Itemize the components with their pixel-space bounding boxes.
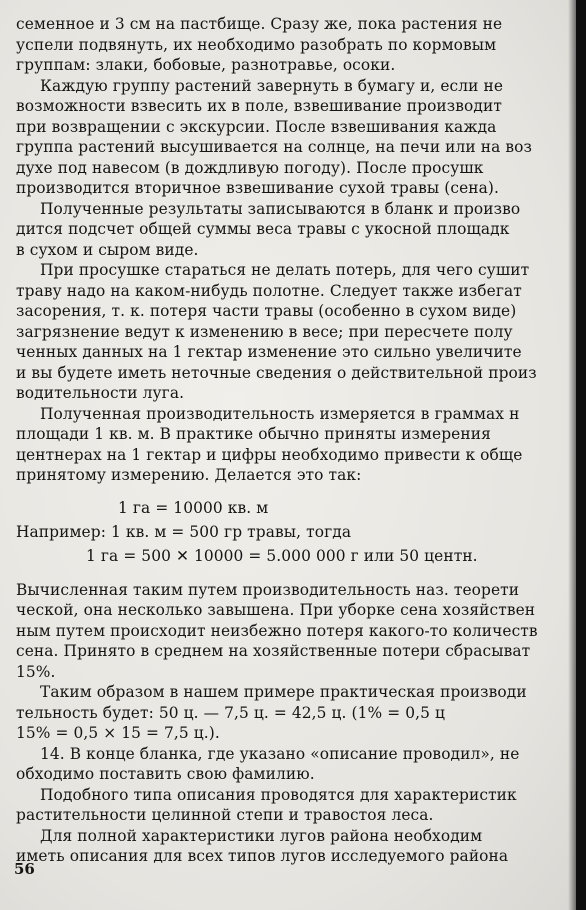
formula-line: Например: 1 кв. м = 500 гр травы, тогда — [16, 522, 352, 541]
text-line: обходимо поставить свою фамилию. — [16, 765, 315, 783]
page-number: 56 — [14, 860, 35, 878]
text-line: Полученные результаты записываются в бланк и произво — [40, 199, 521, 218]
body-text — [16, 14, 576, 867]
text-line: тельность будет: 50 ц. — 7,5 ц. = 42,5 ц. (1% = 0,5 ц — [16, 703, 445, 722]
text-line: производится вторичное взвешивание сухой травы (сена). — [16, 179, 500, 197]
text-line: семенное и 3 см на пастбище. Сразу же, пока растения не — [16, 15, 503, 33]
text-line: загрязнение ведут к изменению в весе; при пересчете полу — [16, 322, 513, 341]
text-line: группа растений высушивается на солнце, на печи или на воз — [16, 138, 533, 156]
text-line: 15% = 0,5 × 15 = 7,5 ц.). — [16, 724, 220, 742]
text-line: ченных данных на 1 гектар изменение это сильно увеличите — [16, 343, 522, 361]
text-line: Для полной характеристики лугов района необходим — [40, 826, 483, 845]
text-line: дится подсчет общей суммы веса травы с укосной площадк — [16, 220, 510, 238]
scan-edge — [576, 0, 586, 910]
text-line: успели подвянуть, их необходимо разобрать по кормовым — [16, 35, 497, 54]
text-line: при возвращении с экскурсии. После взвешивания кажда — [16, 117, 497, 136]
text-line: площади 1 кв. м. В практике обычно приняты измерения — [16, 425, 491, 443]
text-line: растительности целинной степи и травостоя леса. — [16, 806, 434, 824]
text-line: в сухом и сыром виде. — [16, 240, 199, 259]
text-line: Подобного типа описания проводятся для характеристик — [40, 785, 517, 804]
text-line: группам: злаки, бобовые, разнотравье, осоки. — [16, 56, 396, 74]
text-line: возможности взвесить их в поле, взвешивание производит — [16, 97, 502, 115]
text-line: сена. Принято в среднем на хозяйственные потери сбрасыват — [16, 642, 531, 660]
text-line: ческой, она несколько завышена. При уборке сена хозяйствен — [16, 601, 536, 619]
text-line: засорения, т. к. потеря части травы (особенно в сухом виде) — [16, 302, 517, 320]
text-line: и вы будете иметь неточные сведения о действительной произ — [16, 363, 537, 382]
text-line: центнерах на 1 гектар и цифры необходимо привести к обще — [16, 445, 523, 464]
text-line: траву надо на каком-нибудь полотне. Следует также избегат — [16, 281, 522, 300]
text-line: Таким образом в нашем примере практическая производи — [40, 683, 527, 701]
text-line: Каждую группу растений завернуть в бумагу и, если не — [40, 76, 504, 95]
text-line: Вычисленная таким путем производительность наз. теорети — [16, 580, 520, 599]
formula-line: 1 га = 10000 кв. м — [118, 498, 269, 517]
text-line: духе под навесом (в дождливую погоду). После просушк — [16, 158, 484, 177]
text-line: ным путем происходит неизбежно потеря какого-то количеств — [16, 621, 538, 640]
scan-edge-shadow — [568, 0, 576, 910]
text-line: 15%. — [16, 662, 56, 681]
text-line: 14. В конце бланка, где указано «описание проводил», не — [40, 744, 520, 763]
text-line: иметь описания для всех типов лугов исследуемого района — [16, 847, 509, 865]
text-line: При просушке стараться не делать потерь, для чего сушит — [40, 261, 530, 279]
text-line: принятому измерению. Делается это так: — [16, 466, 362, 484]
text-line: Полученная производительность измеряется в граммах н — [40, 404, 520, 423]
text-line: водительности луга. — [16, 384, 185, 402]
formula-line: 1 га = 500 ✕ 10000 = 5.000 000 г или 50 центн. — [86, 546, 478, 565]
